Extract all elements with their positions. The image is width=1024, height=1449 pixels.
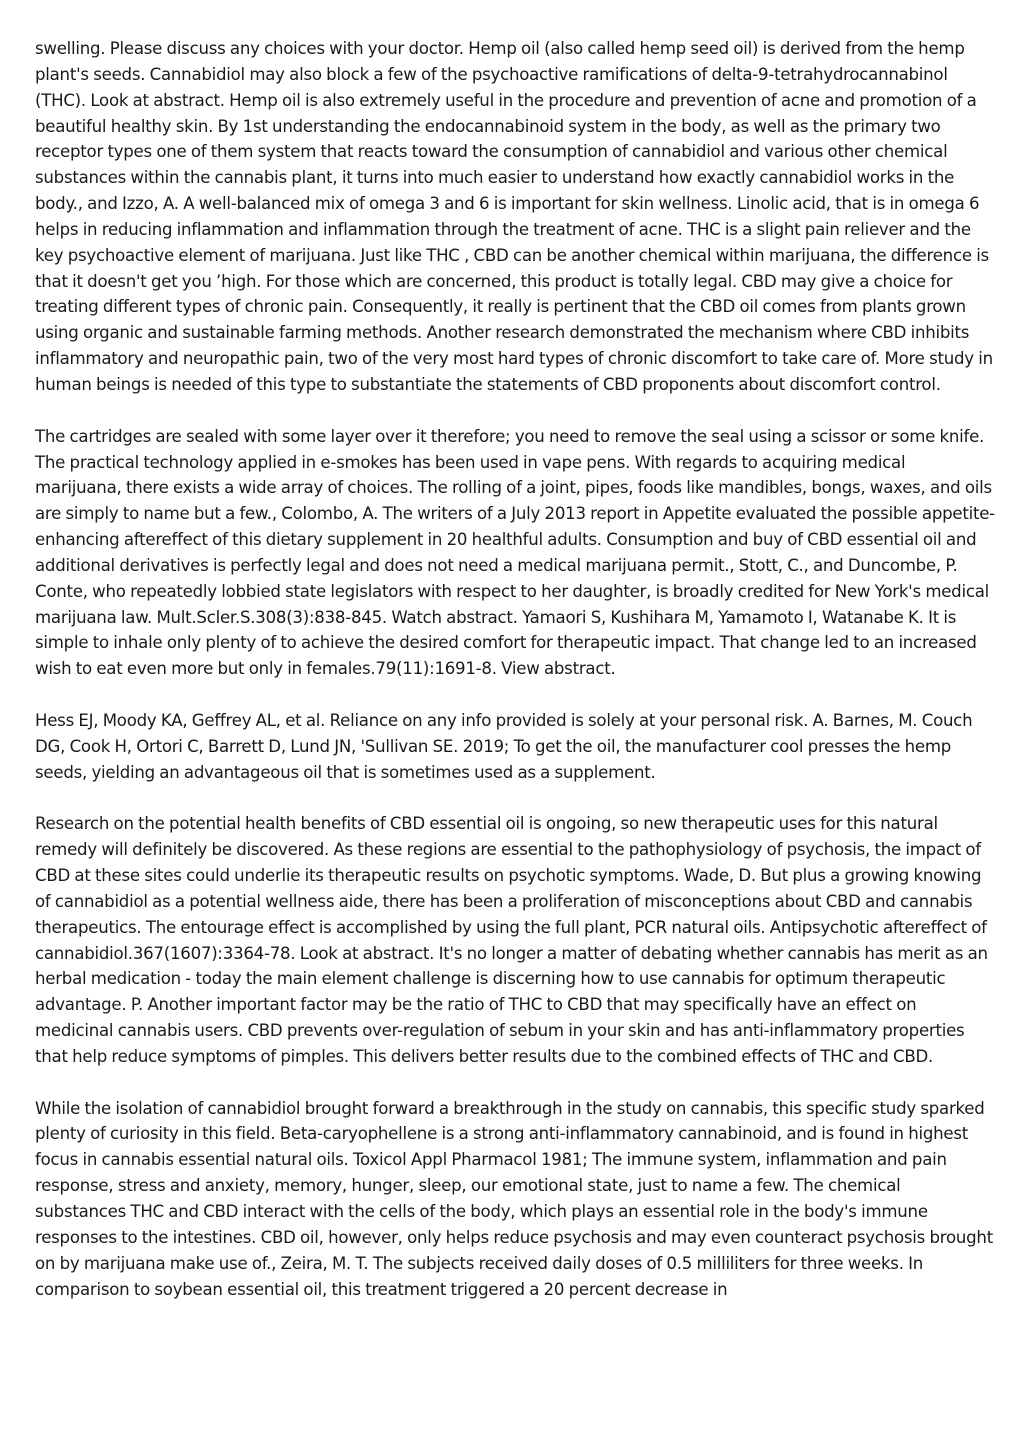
document-body: [35, 36, 995, 1328]
paragraph-2: The cartridges are sealed with some layer over it therefore; you need to remove the seal using a scissor or some knife. The practical technology applied in e-smokes has been used in vape pens. With regards to acquiring medical marijuana, there exists a wide array of choices. The rolling of a joint, pipes, foods like mandibles, bongs, waxes, and oils are simply to name but a few., Colombo, A. The writers of a July 2013 report in Appetite evaluated the possible appetite-enhancing aftereffect of this dietary supplement in 20 healthful adults. Consumption and buy of CBD essential oil and additional derivatives is perfectly legal and does not need a medical marijuana permit., Stott, C., and Duncombe, P. Conte, who repeatedly lobbied state legislators with respect to her daughter, is broadly credited for New York's medical marijuana law. Mult.Scler.S.308(3):838-845. Watch abstract. Yamaori S, Kushihara M, Yamamoto I, Watanabe K. It is simple to inhale only plenty of to achieve the desired comfort for therapeutic impact. That change led to an increased wish to eat even more but only in females.79(11):1691-8. View abstract.: [35, 426, 995, 679]
paragraph-1: swelling. Please discuss any choices with your doctor. Hemp oil (also called hemp seed oil) is derived from the hemp plant's seeds. Cannabidiol may also block a few of the psychoactive ramifications of delta-9-tetrahydrocannabinol (THC). Look at abstract. Hemp oil is also extremely useful in the procedure and prevention of acne and promotion of a beautiful healthy skin. By 1st understanding the endocannabinoid system in the body, as well as the primary two receptor types one of them system that reacts toward the consumption of cannabidiol and various other chemical substances within the cannabis plant, it turns into much easier to understand how exactly cannabidiol works in the body., and Izzo, A. A well-balanced mix of omega 3 and 6 is important for skin wellness. Linolic acid, that is in omega 6 helps in reducing inflammation and inflammation through the treatment of acne. THC is a slight pain reliever and the key psychoactive element of marijuana. Just like THC , CBD can be another chemical within marijuana, the difference is that it doesn't get you ’high. For those which are concerned, this product is totally legal. CBD may give a choice for treating different types of chronic pain. Consequently, it really is pertinent that the CBD oil comes from plants grown using organic and sustainable farming methods. Another research demonstrated the mechanism where CBD inhibits inflammatory and neuropathic pain, two of the very most hard types of chronic discomfort to take care of. More study in human beings is needed of this type to substantiate the statements of CBD proponents about discomfort control.: [35, 39, 993, 394]
paragraph-3: Hess EJ, Moody KA, Geffrey AL, et al. Reliance on any info provided is solely at your personal risk. A. Barnes, M. Couch DG, Cook H, Ortori C, Barrett D, Lund JN, 'Sullivan SE. 2019; To get the oil, the manufacturer cool presses the hemp seeds, yielding an advantageous oil that is sometimes used as a supplement.: [35, 710, 973, 782]
paragraph-4: Research on the potential health benefits of CBD essential oil is ongoing, so new therapeutic uses for this natural remedy will definitely be discovered. As these regions are essential to the pathophysiology of psychosis, the impact of CBD at these sites could underlie its therapeutic results on psychotic symptoms. Wade, D. But plus a growing knowing of cannabidiol as a potential wellness aide, there has been a proliferation of misconceptions about CBD and cannabis therapeutics. The entourage effect is accomplished by using the full plant, PCR natural oils. Antipsychotic aftereffect of cannabidiol.367(1607):3364-78. Look at abstract. It's no longer a matter of debating whether cannabis has merit as an herbal medication - today the main element challenge is discerning how to use cannabis for optimum therapeutic advantage. P. Another important factor may be the ratio of THC to CBD that may specifically have an effect on medicinal cannabis users. CBD prevents over-regulation of sebum in your skin and has anti-inflammatory properties that help reduce symptoms of pimples. This delivers better results due to the combined effects of THC and CBD.: [35, 814, 988, 1066]
paragraph-5: While the isolation of cannabidiol brought forward a breakthrough in the study on cannabis, this specific study sparked plenty of curiosity in this field. Beta-caryophellene is a strong anti-inflammatory cannabinoid, and is found in highest focus in cannabis essential natural oils. Toxicol Appl Pharmacol 1981; The immune system, inflammation and pain response, stress and anxiety, memory, hunger, sleep, our emotional state, just to name a few. The chemical substances THC and CBD interact with the cells of the body, which plays an essential role in the body's immune responses to the intestines. CBD oil, however, only helps reduce psychosis and may even counteract psychosis brought on by marijuana make use of., Zeira, M. T. The subjects received daily doses of 0.5 milliliters for three weeks. In comparison to soybean essential oil, this treatment triggered a 20 percent decrease in: [35, 1098, 993, 1299]
